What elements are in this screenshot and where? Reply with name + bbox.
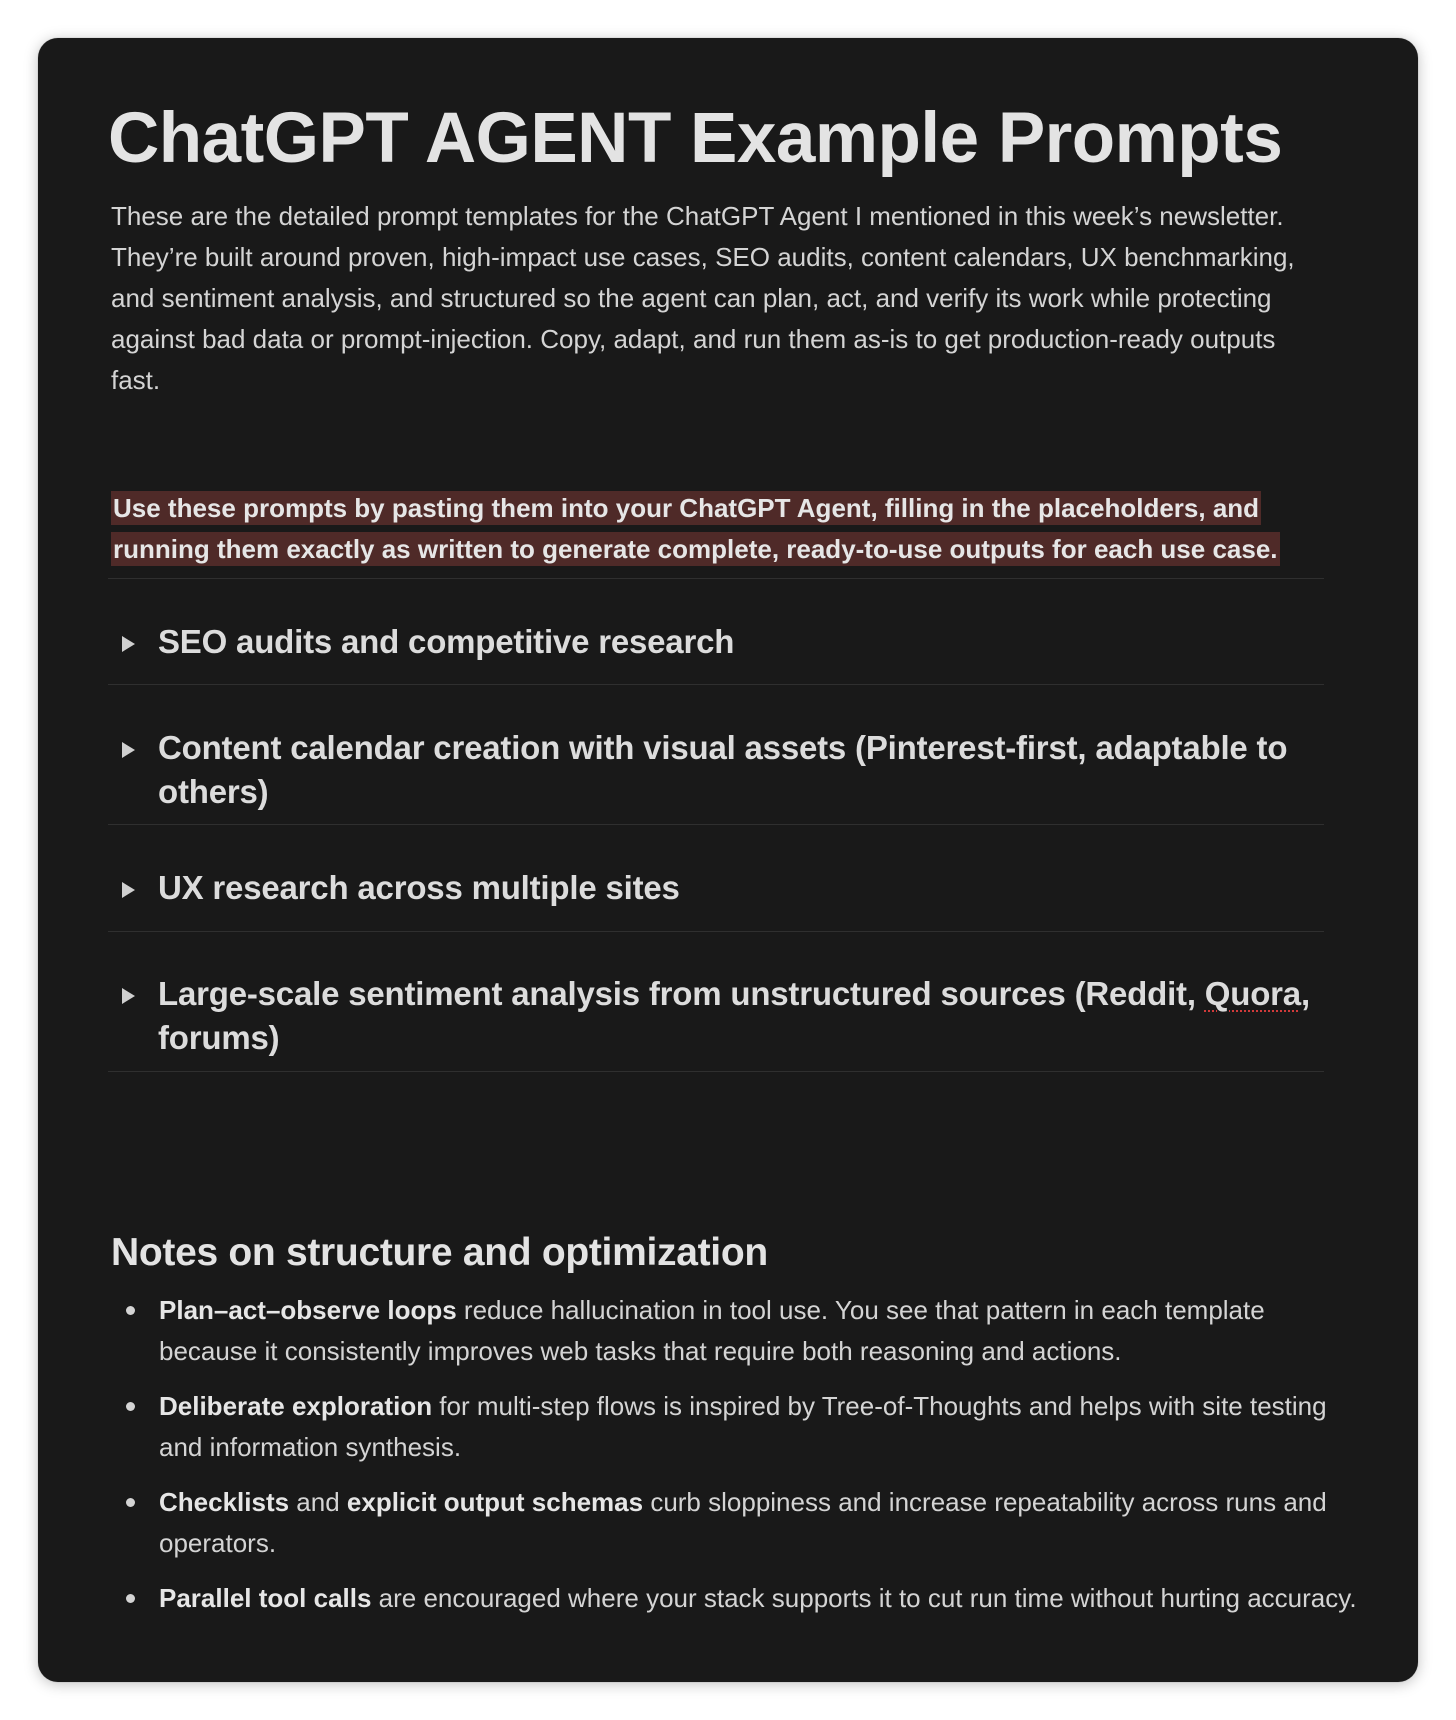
list-item [111, 1482, 1361, 1564]
toggle-label[interactable]: SEO audits and competitive research [158, 623, 735, 660]
bullet-icon [126, 1498, 135, 1507]
toggle-ux-research[interactable] [108, 852, 1324, 932]
bold-term: Parallel tool calls [159, 1583, 372, 1613]
toggle-label-part: Large-scale sentiment analysis from unstructured sources (Reddit, [158, 975, 1205, 1012]
highlighted-instructions [111, 488, 1361, 570]
bullet-icon [126, 1306, 135, 1315]
list-item-text: are encouraged where your stack supports it to cut run time without hurting accuracy. [371, 1583, 1357, 1613]
list-item [111, 1386, 1361, 1468]
divider [108, 684, 1324, 685]
bullet-icon [126, 1594, 135, 1603]
toggle-sentiment-analysis[interactable] [108, 958, 1324, 1068]
divider [108, 578, 1324, 579]
bold-term: Deliberate exploration [159, 1391, 433, 1421]
list-item [111, 1578, 1361, 1619]
list-item-text: curb sloppiness and increase repeatability across runs and operators. [159, 1487, 1327, 1558]
toggle-seo-audits[interactable] [108, 606, 1324, 686]
list-item-text: and [289, 1487, 347, 1517]
page-title: ChatGPT AGENT Example Prompts [108, 99, 1283, 178]
list-item-text: reduce hallucination in tool use. You see that pattern in each template because it consistently improves web tasks that require both reasoning and actions. [159, 1295, 1265, 1366]
highlight-text: Use these prompts by pasting them into your ChatGPT Agent, filling in the placeholders, and running them exactly as written to generate complete, ready-to-use outputs for each use case. [113, 493, 1278, 564]
notion-page-card [38, 38, 1418, 1682]
divider [108, 1071, 1324, 1072]
notes-heading: Notes on structure and optimization [111, 1231, 768, 1274]
toggle-content-calendar[interactable] [108, 712, 1324, 822]
triangle-right-icon[interactable] [122, 988, 135, 1004]
toggle-label[interactable]: UX research across multiple sites [158, 869, 680, 906]
triangle-right-icon[interactable] [122, 742, 135, 758]
toggle-label[interactable]: Content calendar creation with visual assets (Pinterest-first, adaptable to others) [158, 729, 1288, 810]
bold-term: Plan–act–observe loops [159, 1295, 457, 1325]
misspelled-word[interactable]: Quora [1204, 975, 1301, 1012]
toggle-label[interactable] [158, 972, 1338, 1060]
bullet-icon [126, 1402, 135, 1411]
bold-term: explicit output schemas [346, 1487, 644, 1517]
divider [108, 931, 1324, 932]
triangle-right-icon[interactable] [122, 636, 135, 652]
triangle-right-icon[interactable] [122, 882, 135, 898]
divider [108, 824, 1324, 825]
list-item-text: for multi-step flows is inspired by Tree-of-Thoughts and helps with site testing and information synthesis. [159, 1391, 1327, 1462]
notes-list [111, 1290, 1361, 1633]
bold-term: Checklists [159, 1487, 290, 1517]
toggle-label-part: , forums) [158, 975, 1310, 1056]
list-item [111, 1290, 1361, 1372]
intro-paragraph: These are the detailed prompt templates for the ChatGPT Agent I mentioned in this week’s newsletter. They’re built around proven, high-impact use cases, SEO audits, content calendars, UX benchmarking, and sentiment analysis, and structured so the agent can plan, act, and verify its work while protecting against bad data or prompt-injection. Copy, adapt, and run them as-is to get production-ready outputs fast. [111, 201, 1295, 395]
